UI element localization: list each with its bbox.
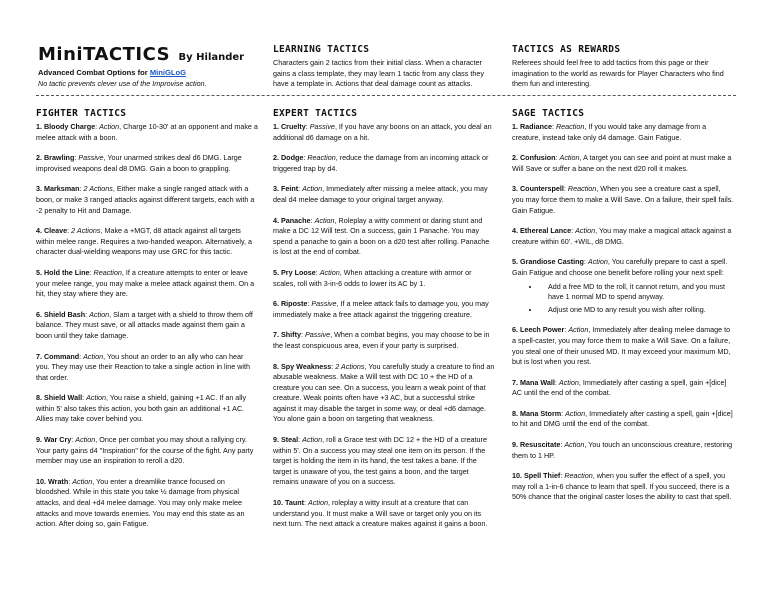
tactic-entry: 10. Spell Thief: Reaction, when you suffer the effect of a spell, you may roll a 1-in-6 chance to learn that spell. If you succeed, there is a 50% chance that the original caster loses the ability to cast that spell. (512, 471, 732, 502)
grandiose-options-list (512, 282, 734, 316)
tactic-type: Reaction (555, 122, 585, 131)
tactic-name: 8. Spy Weakness (273, 361, 332, 371)
tactics-rewards-heading: TACTICS AS REWARDS (512, 44, 621, 55)
tactic-description: , If you would take any damage from a creature, instead take only d4 damage. Gain Fatigue. (512, 122, 707, 142)
tactic-description: , When attacking a creature with armor or scales, roll with 3-in-6 odds to lower its AC by 1. (273, 267, 472, 288)
tactic-entry: 6. Shield Bash: Action, Slam a target with a shield to throw them off balance. They must save, or all attacks made against them gain a boon until they take damage. (36, 309, 253, 340)
tactic-description: , If a melee attack fails to damage you, you may immediately make a free attack against the triggering creature. (273, 299, 489, 319)
tactic-entry: 5. Pry Loose: Action, When attacking a creature with armor or scales, roll with 3-in-6 odds to lower its AC by 1. (273, 267, 472, 288)
tactic-entry: 6. Leech Power: Action, Immediately after dealing melee damage to a spell-caster, you may force them to make a Will Save. On a failure, you steal one of their unused MD. It may exceed your maximum MD, but is lost when you rest. (512, 325, 731, 367)
tactic-name: 6. Riposte (273, 299, 308, 309)
tactic-type: Action (308, 498, 329, 508)
tactic-entry: 3. Marksman: 2 Actions, Either make a single ranged attack with a boon, or make 3 ranged attacks against different targets, each with a -2 penalty to Hit and Damage. (36, 184, 255, 215)
expert-tactics-heading: EXPERT TACTICS (273, 108, 358, 119)
tactic-description: , When a combat begins, you may choose to be in the least conspicuous area, even if your party is surprised. (273, 330, 490, 350)
page-title: MiniTACTICS (38, 44, 171, 65)
tactic-type: Action (319, 267, 340, 277)
tactic-type: Reaction (567, 184, 597, 194)
subtitle-text: Advanced Combat Options for (38, 68, 150, 77)
tactic-name: 8. Mana Storm (512, 408, 562, 418)
tactic-type: Action (302, 435, 323, 445)
tactic-description: , Roleplay a witty comment or daring stunt and make a DC 12 Will test. On a success, gain 1 Panache. You may spend a panache to gain a boon on a d20 test after rolling. Panache is lost at the end of combat. (273, 215, 490, 257)
tactic-entry: 1. Cruelty: Passive, If you have any boons on an attack, you deal an additional d6 damage on a hit. (273, 122, 492, 142)
tactic-name: 4. Cleave (36, 226, 68, 236)
tactic-type: Action (86, 393, 107, 403)
tactic-name: 10. Wrath (36, 476, 69, 486)
minoglog-link[interactable]: MiniGLoG (149, 68, 187, 77)
fighter-tactics-column (36, 108, 258, 540)
tactic-type: Action (565, 408, 586, 418)
tactic-entry: 5. Grandiose Casting: Action, You carefully prepare to cast a spell. Gain Fatigue and choose one benefit before rolling your next spell: • Add a free MD to the roll, it cannot return, and you must have 1 normal MD to spend anyway. • Adjust one MD to any result you wish after rolling. (512, 257, 734, 315)
tactic-name: 9. Resuscitate (512, 440, 561, 450)
tactic-description: , roll a Grace test with DC 12 + the HD of a creature within 5'. On a success you may steal one item on its person. If the target is holding the item in its hand, the test takes a bane. If the target is unaware of you, the test gains a boon, and the target remains unaware of you on a success. (273, 435, 487, 487)
bullet-item: • Adjust one MD to any result you wish after rolling. (540, 305, 734, 316)
tactic-description: , You touch an unconscious creature, restoring them to 1 HP. (512, 440, 733, 460)
tactic-description: , Immediately after casting a spell, gain +[dice] AC until the end of the combat. (512, 377, 727, 398)
tactic-type: 2 Actions (83, 184, 113, 194)
tactic-name: 2. Confusion (512, 153, 556, 163)
learning-tactics-text: Characters gain 2 tactics from their initial class. When a character gains a class template, they may learn 1 tactic from any class they have a template in. Actions that deal damage count as attacks. (273, 58, 484, 89)
tactic-description: , You may make a magical attack against a creature within 60'. +WIL, d8 DMG. (512, 226, 732, 246)
tactic-entry: 1. Radiance: Reaction, If you would take any damage from a creature, instead take only d4 damage. Gain Fatigue. (512, 122, 707, 142)
fighter-tactics-list (36, 122, 258, 530)
tactic-description: , Immediately after missing a melee attack, you may deal d4 melee damage to your original target anyway. (273, 184, 488, 204)
tactic-type: Action (575, 226, 596, 236)
subtitle (38, 68, 258, 77)
tactic-description: , Once per combat you may shout a rallying cry. Your party gains d4 "Inspiration" for the course of the fight. Any party member may use an inspiration to reroll a d20. (36, 435, 254, 466)
tactic-type: Action (302, 184, 323, 194)
tactic-name: 6. Leech Power (512, 325, 565, 335)
tactic-entry: 10. Taunt: Action, roleplay a witty insult at a creature that can understand you. It must make a Will save or target only you on its next turn. The next attack a creature makes against it gains a boon. (273, 498, 488, 529)
tactic-name: 2. Dodge (273, 153, 304, 163)
tactic-entry: 5. Hold the Line: Reaction, If a creature attempts to enter or leave your melee range, you may make a melee attack against them. On a hit, they stay where they are. (36, 267, 255, 299)
tactic-name: 7. Command (36, 351, 80, 361)
tactic-name: 1. Cruelty (273, 122, 306, 131)
tactic-type: Action (99, 122, 120, 131)
tactic-name: 2. Brawling (36, 153, 75, 163)
tactic-type: Reaction (564, 471, 593, 481)
tactic-name: 10. Taunt (273, 498, 305, 508)
tactic-type: Action (75, 435, 96, 445)
learning-tactics-section (273, 44, 495, 90)
tactic-name: 5. Hold the Line (36, 267, 90, 277)
tactic-entry: 9. Resuscitate: Action, You touch an unconscious creature, restoring them to 1 HP. (512, 440, 733, 460)
tactic-entry: 6. Riposte: Passive, If a melee attack fails to damage you, you may immediately make a free attack against the triggering creature. (273, 299, 489, 319)
tactic-entry: 9. War Cry: Action, Once per combat you may shout a rallying cry. Your party gains d4 "Inspiration" for the course of the fight. Any party member may use an inspiration to reroll a d20. (36, 435, 254, 466)
author-byline: By Hilander (178, 52, 245, 63)
tactic-name: 3. Feint (273, 184, 299, 194)
tactic-type: Action (568, 325, 589, 335)
tactic-type: Action (89, 309, 110, 319)
tactic-entry: 10. Wrath: Action, You enter a dreamlike trance focused on bloodshed. While in this state you take ½ damage from physical attacks, and deal +d4 melee damage. You may only make melee attacks and move towards enemies. You may end this state as an action. After doing so, gain Fatigue. (36, 476, 245, 529)
tactic-entry: 2. Dodge: Reaction, reduce the damage from an incoming attack or triggered trap by d4. (273, 153, 489, 173)
tactic-description: , Slam a target with a shield to throw them off balance. They must save, or all attacks made against them gain a boon until they take damage. (36, 309, 253, 340)
tactic-entry: 8. Spy Weakness: 2 Actions, You carefully study a creature to find an abusable weakness. Make a Will test with DC 10 + the HD of a creature you can see. On a success, you learn a weak point of that creature. Weak points often have +3 AC, but a successful strike against it may disable the target in some way, or deal +d6 damage. You alone gain a boon on targeting that weakness. (273, 361, 495, 424)
tactic-description: , If you have any boons on an attack, you deal an additional d6 damage on a hit. (273, 122, 492, 142)
tactic-entry: 4. Panache: Action, Roleplay a witty comment or daring stunt and make a DC 12 Will test. On a success, gain 1 Panache. You may spend a panache to gain a boon on a d20 test after rolling. Panache is lost at the end of combat. (273, 215, 490, 257)
tactic-type: Passive (311, 299, 337, 309)
expert-tactics-column (273, 108, 495, 540)
tactic-name: 7. Mana Wall (512, 377, 555, 387)
tactic-description: , You carefully prepare to cast a spell. Gain Fatigue and choose one benefit before rolling your next spell: (512, 257, 728, 277)
tactic-entry: 4. Cleave: 2 Actions, Make a +MGT, d8 attack against all targets within melee range. Requires a two-handed weapon. Alternatively, a character dual-wielding weapons may use GRC for this tactic. (36, 226, 253, 257)
tactic-description: , You enter a dreamlike trance focused on bloodshed. While in this state you take ½ damage from physical attacks, and deal +d4 melee damage. You may only make melee attacks and move towards enemies. You may end this state as an action. After doing so, gain Fatigue. (36, 476, 245, 529)
improvise-note: No tactic prevents clever use of the Improvise action. (38, 79, 207, 88)
tactic-description: , When you see a creature cast a spell, you may force them to make a Will Save. On a failure, their spell fails. Gain Fatigue. (512, 184, 734, 215)
tactic-description: , You shout an order to an ally who can hear you. They may use their Reaction to take a single action in line with that order. (36, 351, 251, 382)
tactic-description: , You raise a shield, gaining +1 AC. If an ally within 5' also takes this action, you both gain an additional +1 AC. Allies may take cover behind you. (36, 393, 247, 424)
tactic-name: 5. Pry Loose (273, 267, 316, 277)
tactic-entry: 7. Command: Action, You shout an order to an ally who can hear you. They may use their Reaction to take a single action in line with that order. (36, 351, 251, 382)
tactic-name: 4. Panache (273, 215, 311, 225)
tactic-name: 5. Grandiose Casting (512, 257, 584, 267)
tactic-type: Action (72, 476, 93, 486)
tactic-description: , Either make a single ranged attack with a boon, or make 3 ranged attacks against different targets, each with a -2 penalty to Hit and Damage. (36, 184, 255, 215)
tactic-description: , Make a +MGT, d8 attack against all targets within melee range. Requires a two-handed weapon. Alternatively, a character dual-wielding weapons may use GRC for this tactic. (36, 226, 253, 257)
tactic-description: , when you suffer the effect of a spell, you may roll a 1-in-6 chance to learn that spell. If you succeed, there is a 50% chance that the original caster loses the ability to cast that spell. (512, 471, 732, 502)
tactic-entry: 2. Brawling: Passive, Your unarmed strikes deal d6 DMG. Large improvised weapons deal d8 DMG. Gain a boon to grappling. (36, 153, 242, 173)
tactic-description: , Your unarmed strikes deal d6 DMG. Large improvised weapons deal d8 DMG. Gain a boon to grappling. (36, 153, 242, 173)
tactic-entry: 7. Shifty: Passive, When a combat begins, you may choose to be in the least conspicuous area, even if your party is surprised. (273, 330, 490, 350)
tactic-name: 9. Steal (273, 435, 299, 445)
tactic-entry: 4. Ethereal Lance: Action, You may make a magical attack against a creature within 60'. +WIL, d8 DMG. (512, 226, 732, 246)
tactic-name: 10. Spell Thief (512, 471, 561, 481)
tactic-name: 4. Ethereal Lance (512, 226, 572, 236)
tactic-name: 9. War Cry (36, 435, 72, 445)
tactic-type: Action (587, 257, 608, 267)
tactic-type: 2 Actions (71, 226, 101, 236)
expert-tactics-list (273, 122, 495, 530)
tactic-description: , reduce the damage from an incoming attack or triggered trap by d4. (273, 153, 489, 173)
tactic-name: 8. Shield Wall (36, 393, 83, 403)
bullet-item: • Add a free MD to the roll, it cannot return, and you must have 1 normal MD to spend anyway. (540, 282, 734, 303)
tactic-entry: 3. Counterspell: Reaction, When you see a creature cast a spell, you may force them to make a Will Save. On a failure, their spell fails. Gain Fatigue. (512, 184, 734, 215)
tactic-name: 1. Radiance (512, 122, 552, 131)
tactic-description: , Immediately after dealing melee damage to a spell-caster, you may force them to make a Will Save. On a failure, you steal one of their unused MD. It may exceed your maximum MD, but is lost when you rest. (512, 325, 731, 367)
tactic-entry: 9. Steal: Action, roll a Grace test with DC 12 + the HD of a creature within 5'. On a success you may steal one item on its person. If the target is holding the item in its hand, the test takes a bane. If the target is unaware of you, the test gains a boon, and the target remains unaware of you on a success. (273, 435, 487, 487)
tactic-description: , roleplay a witty insult at a creature that can understand you. It must make a Will save or target only you on its next turn. The next attack a creature makes against it gains a boon. (273, 498, 488, 529)
tactic-name: 3. Counterspell (512, 184, 564, 194)
tactics-rewards-section (512, 44, 734, 90)
tactic-name: 1. Bloody Charge (36, 122, 96, 131)
title-block (38, 44, 258, 88)
tactic-type: Passive (304, 330, 331, 340)
learning-tactics-heading: LEARNING TACTICS (273, 44, 370, 55)
tactic-description: , A target you can see and point at must make a Will Save or suffer a bane on the next d20 roll it makes. (512, 153, 732, 173)
tactic-type: Action (83, 351, 104, 361)
tactic-type: Action (314, 215, 335, 225)
tactic-entry: 8. Shield Wall: Action, You raise a shield, gaining +1 AC. If an ally within 5' also takes this action, you both gain an additional +1 AC. Allies may take cover behind you. (36, 393, 247, 424)
tactic-type: Reaction (93, 267, 122, 277)
tactic-type: Passive (309, 122, 335, 131)
tactic-type: Action (558, 377, 579, 387)
tactic-type: Passive (78, 153, 104, 163)
tactic-entry: 1. Bloody Charge: Action, Charge 10-30' at an opponent and make a melee attack with a boon. (36, 122, 258, 142)
tactic-entry: 8. Mana Storm: Action, Immediately after casting a spell, gain +[dice] to hit and DMG until the end of the combat. (512, 408, 733, 429)
tactic-type: Action (564, 440, 585, 450)
dashed-divider (36, 95, 736, 96)
tactic-description: , If a creature attempts to enter or leave your melee range, you may make a melee attack against them. On a hit, they stay where they are. (36, 267, 255, 299)
tactic-name: 6. Shield Bash (36, 309, 86, 319)
fighter-tactics-heading: FIGHTER TACTICS (36, 108, 127, 119)
tactic-type: Reaction (307, 153, 336, 163)
sage-tactics-heading: SAGE TACTICS (512, 108, 585, 119)
tactic-name: 3. Marksman (36, 184, 80, 194)
tactic-type: 2 Actions (335, 361, 365, 371)
tactic-description: , Charge 10-30' at an opponent and make a melee attack with a boon. (36, 122, 258, 142)
tactic-name: 7. Shifty (273, 330, 301, 340)
tactic-entry: 7. Mana Wall: Action, Immediately after casting a spell, gain +[dice] AC until the end of the combat. (512, 377, 727, 398)
sage-tactics-column (512, 108, 734, 513)
tactic-entry: 3. Feint: Action, Immediately after missing a melee attack, you may deal d4 melee damage to your original target anyway. (273, 184, 488, 204)
tactic-type: Action (559, 153, 580, 163)
sage-tactics-list (512, 122, 734, 503)
tactic-entry: 2. Confusion: Action, A target you can see and point at must make a Will Save or suffer a bane on the next d20 roll it makes. (512, 153, 732, 173)
tactic-description: , Immediately after casting a spell, gain +[dice] to hit and DMG until the end of the combat. (512, 408, 733, 429)
tactics-rewards-text: Referees should feel free to add tactics from this page or their imagination to the world as rewards for Player Characters who find them fun and interesting. (512, 58, 724, 89)
tactic-description: , You carefully study a creature to find an abusable weakness. Make a Will test with DC 10 + the HD of a creature you can see. On a success, you learn a weak point of that creature. Weak points often have +3 AC, but a successful strike against it may disable the target in some way, or deal +d6 damage. You alone gain a boon on targeting that weakness. (273, 361, 495, 424)
